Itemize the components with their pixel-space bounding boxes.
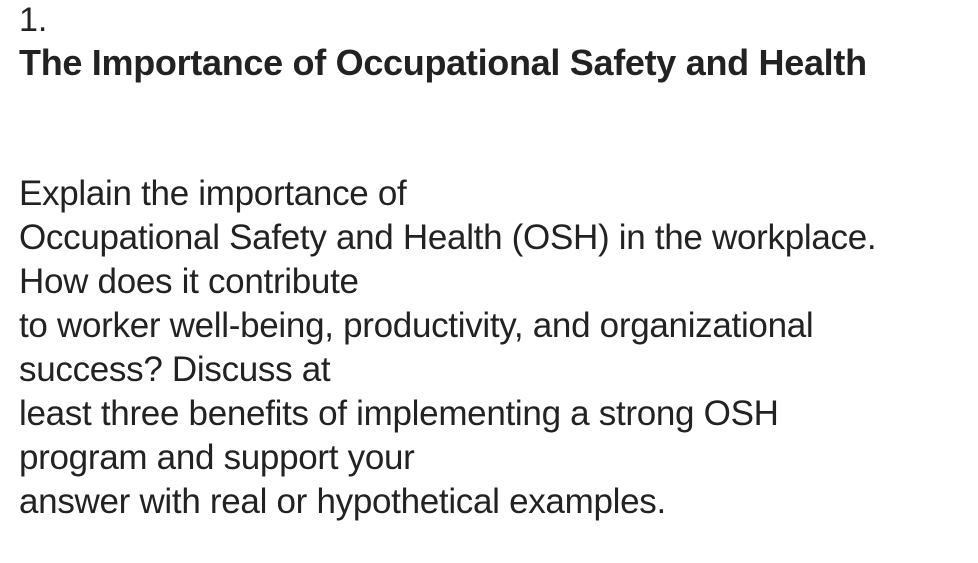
question-title: The Importance of Occupational Safety and Health <box>19 42 867 83</box>
question-body-line: least three benefits of implementing a strong OSH <box>19 394 779 433</box>
question-number: 1. <box>19 1 48 39</box>
question-body-line: to worker well-being, productivity, and organizational <box>19 306 814 345</box>
question-body-line: Occupational Safety and Health (OSH) in the workplace. <box>19 218 877 257</box>
question-document <box>19 0 969 521</box>
question-body-line: Explain the importance of <box>19 174 407 213</box>
question-body-line: program and support your <box>19 438 415 477</box>
question-body <box>19 172 969 524</box>
question-body-line: success? Discuss at <box>19 350 331 389</box>
question-body-line: How does it contribute <box>19 262 359 301</box>
question-body-line: answer with real or hypothetical examples. <box>19 482 666 521</box>
